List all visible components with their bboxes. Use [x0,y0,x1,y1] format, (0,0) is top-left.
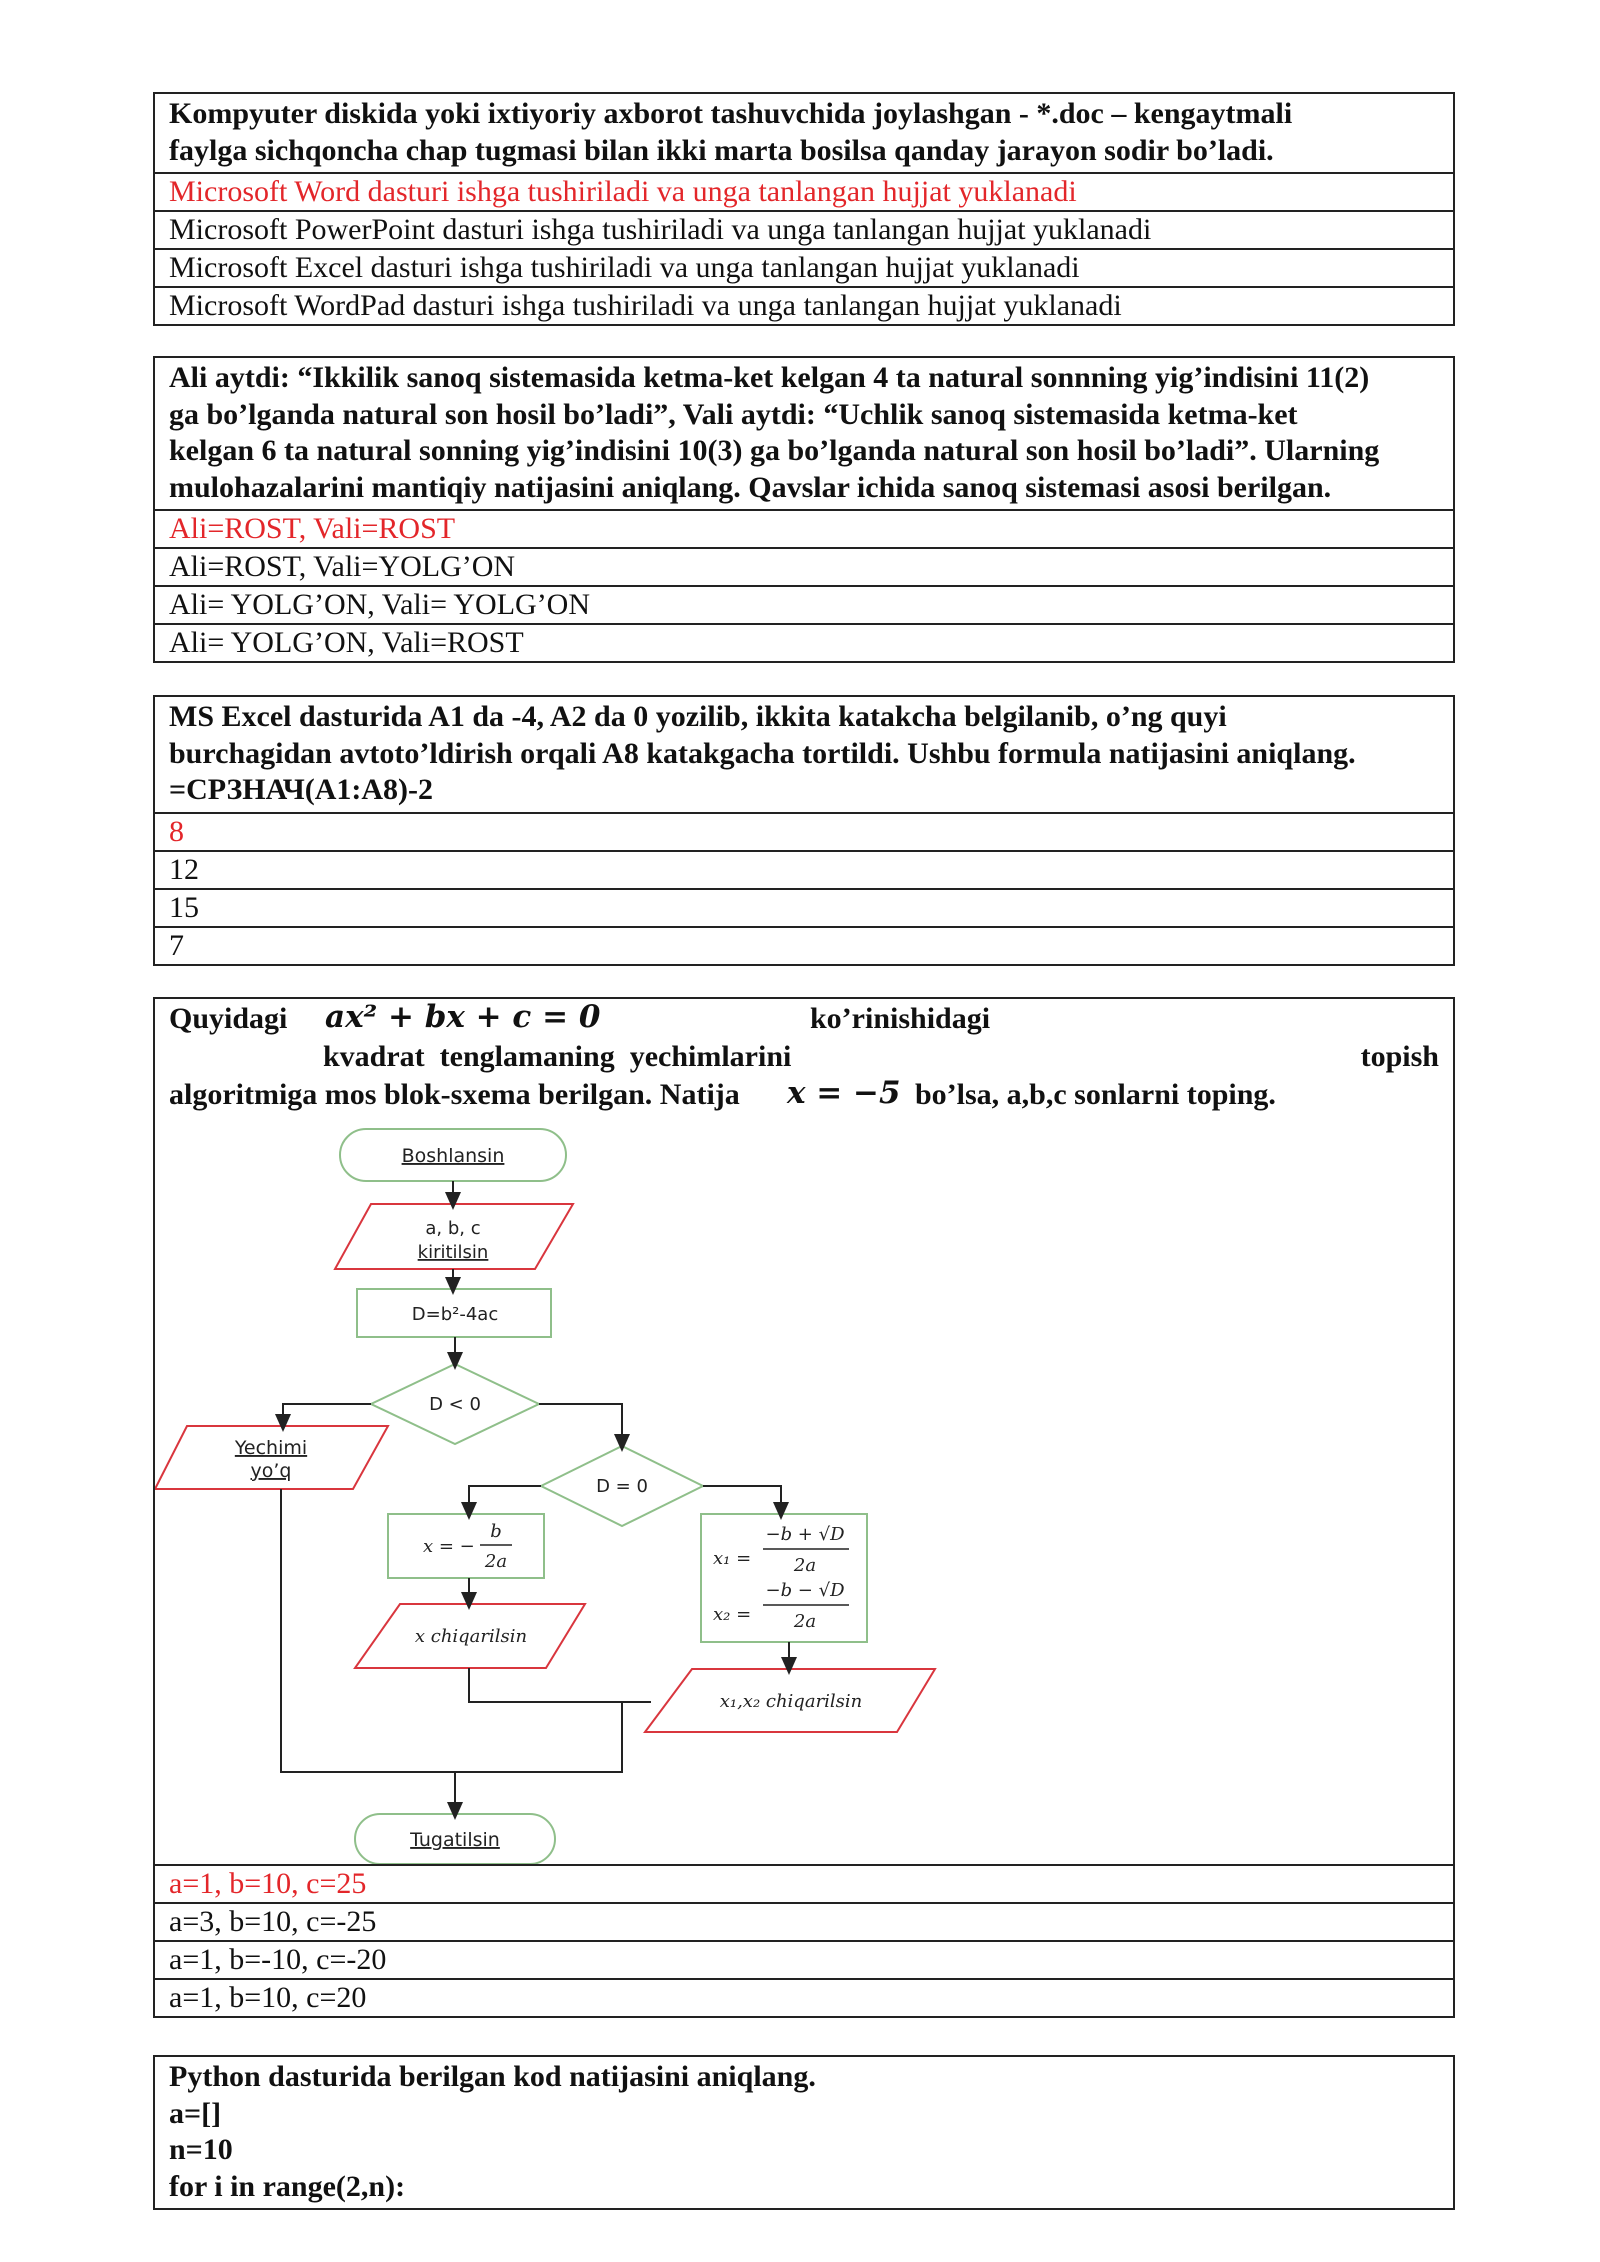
connector-no-branch [539,1404,622,1444]
x1-num: −b + √D [765,1524,845,1545]
question-4 [153,997,1455,2018]
discriminant-label: D=b²-4ac [411,1304,499,1325]
answer-option-correct[interactable]: Microsoft Word dasturi ishga tushiriladi va unga tanlangan hujjat yuklanadi [155,172,1453,210]
question-line: mulohazalarini mantiqiy natijasini aniqlang. Qavslar ichida sanoq sistemasi asosi berilgan. [169,470,1332,504]
answer-option[interactable]: Ali= YOLG’ON, Vali= YOLG’ON [155,585,1453,623]
answer-option-correct[interactable]: a=1, b=10, c=25 [155,1864,1453,1902]
question-line: ga bo’lganda natural son hosil bo’ladi”, Vali aytdi: “Uchlik sanoq sistemasida ketma-ket [169,397,1298,431]
question-3-text [155,697,1453,812]
single-root-den: 2a [484,1551,508,1572]
question-line: MS Excel dasturida A1 da -4, A2 da 0 yozilib, ikkita katakcha belgilanib, o’ng quyi [169,700,1227,733]
connector-d0-yes [469,1486,541,1512]
no-solution-label-2: yo’q [250,1460,292,1482]
no-solution-label-1: Yechimi [234,1437,308,1459]
question-line: burchagidan avtoto’ldirish orqali A8 katakgacha tortildi. Ushbu formula natijasini aniqlang. [169,736,1356,770]
input-label-2: kiritilsin [417,1242,489,1263]
q4-intro: Quyidagi [169,1002,288,1035]
q4-line3-a: algoritmiga mos blok-sxema berilgan. Natija [169,1078,740,1111]
output-x-label: x chiqarilsin [414,1626,528,1647]
x2-num: −b − √D [765,1580,845,1601]
answer-option[interactable]: 12 [155,850,1453,888]
answer-option[interactable]: a=1, b=10, c=20 [155,1978,1453,2016]
answer-option[interactable]: a=1, b=-10, c=-20 [155,1940,1453,1978]
question-1 [153,92,1455,326]
answer-option[interactable]: a=3, b=10, c=-25 [155,1902,1453,1940]
x2-lhs: x₂ = [713,1604,752,1625]
question-1-text [155,94,1453,172]
q4-line3-b: bo’lsa, a,b,c sonlarni toping. [915,1078,1276,1111]
question-line: faylga sichqoncha chap tugmasi bilan ikki marta bosilsa qanday jarayon sodir bo’ladi. [169,133,1274,167]
answer-option[interactable]: Microsoft Excel dasturi ishga tushiriladi va unga tanlangan hujjat yuklanadi [155,248,1453,286]
question-5-text [155,2057,1453,2208]
q4-line2-b: topish [1360,1040,1439,1073]
flowchart-svg [155,1124,1453,1864]
end-label: Tugatilsin [410,1829,500,1851]
q4-line2-a: kvadrat tenglamaning yechimlarini [323,1040,792,1073]
answer-option[interactable]: Ali= YOLG’ON, Vali=ROST [155,623,1453,661]
answer-option[interactable]: Microsoft WordPad dasturi ishga tushiriladi va unga tanlangan hujjat yuklanadi [155,286,1453,324]
cond1-label: D < 0 [429,1394,481,1415]
question-5 [153,2055,1455,2210]
answer-option[interactable]: Ali=ROST, Vali=YOLG’ON [155,547,1453,585]
answer-option-correct[interactable]: 8 [155,812,1453,850]
x1-lhs: x₁ = [713,1548,752,1569]
question-2 [153,356,1455,663]
question-4-text [155,999,1453,1124]
answer-option[interactable]: 7 [155,926,1453,964]
code-line: n=10 [169,2133,233,2166]
question-2-text [155,358,1453,509]
answer-option[interactable]: 15 [155,888,1453,926]
question-line: Ali aytdi: “Ikkilik sanoq sistemasida ketma-ket kelgan 4 ta natural sonnning yig’indisini 11(2) [169,361,1370,394]
q4-result: x = −5 [787,1075,901,1111]
answer-option[interactable]: Microsoft PowerPoint dasturi ishga tushiriladi va unga tanlangan hujjat yuklanadi [155,210,1453,248]
question-line: kelgan 6 ta natural sonning yig’indisini 10(3) ga bo’lganda natural son hosil bo’ladi”. Ularning [169,434,1380,467]
q4-after-eq: ko’rinishidagi [810,1002,991,1035]
output-x12-label: x₁,x₂ chiqarilsin [719,1691,863,1712]
question-line: Python dasturida berilgan kod natijasini aniqlang. [169,2060,816,2093]
connector-d0-no [703,1486,781,1512]
single-root-lhs: x = − [423,1536,475,1557]
question-3 [153,695,1455,966]
connector-merge-left [469,1668,651,1702]
code-line: for i in range(2,n): [169,2169,406,2203]
start-label: Boshlansin [401,1145,505,1167]
connector-yes-branch [283,1404,371,1424]
x1-den: 2a [793,1555,817,1576]
x2-den: 2a [793,1611,817,1632]
answer-option-correct[interactable]: Ali=ROST, Vali=ROST [155,509,1453,547]
question-line: Kompyuter diskida yoki ixtiyoriy axborot tashuvchida joylashgan - *.doc – kengaytmali [169,97,1293,130]
flowchart [155,1124,1453,1864]
input-label-1: a, b, c [425,1218,481,1239]
single-root-num: b [490,1521,502,1542]
question-line: =СРЗНАЧ(A1:A8)-2 [169,773,434,806]
q4-equation: ax² + bx + c = 0 [325,999,601,1035]
cond2-label: D = 0 [596,1476,648,1497]
code-line: a=[] [169,2096,222,2130]
